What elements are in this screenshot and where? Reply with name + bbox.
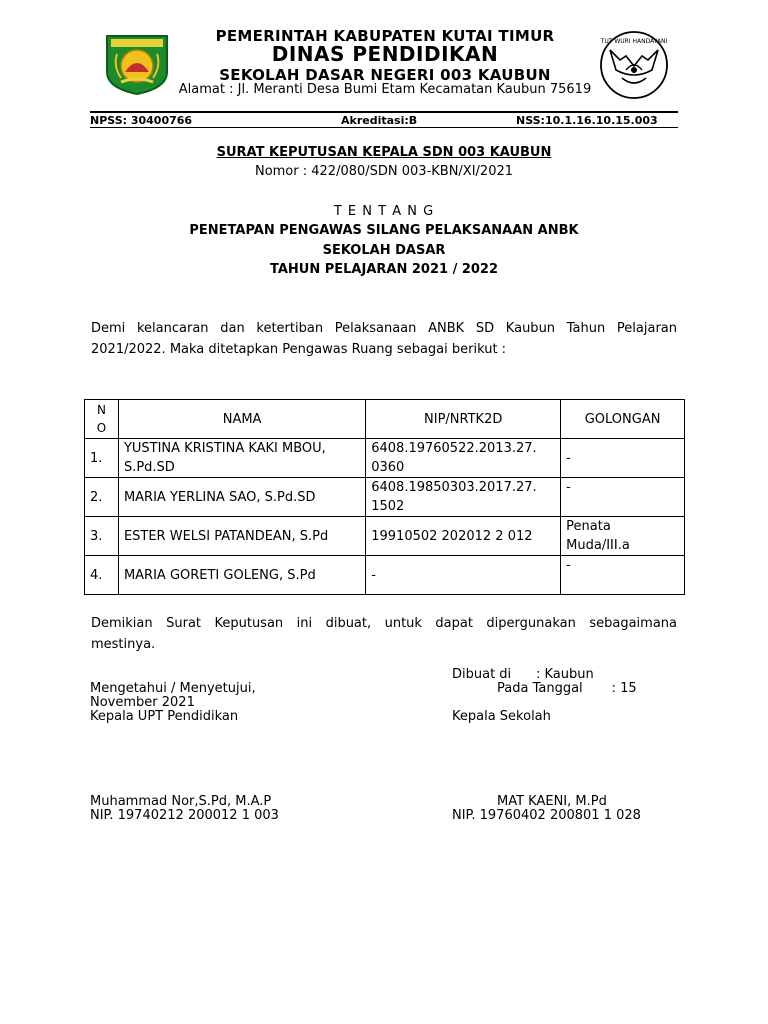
row-grade: - xyxy=(561,439,685,478)
closing-paragraph xyxy=(91,613,677,655)
row-nip: 6408.19760522.2013.27. 0360 xyxy=(366,439,561,478)
left-signatory-name: Muhammad Nor,S.Pd, M.A.P xyxy=(90,794,272,809)
made-in: Dibuat di : Kaubun xyxy=(452,667,594,682)
right-signatory-name: MAT KAENI, M.Pd xyxy=(497,794,607,809)
row-grade: - xyxy=(561,556,685,595)
intro-line-2: 2021/2022. Maka ditetapkan Pengawas Ruang sebagai berikut : xyxy=(91,342,507,357)
header-no: N O xyxy=(85,400,119,439)
table-row xyxy=(85,556,685,595)
school-address: Alamat : Jl. Meranti Desa Bumi Etam Kecamatan Kaubun 75619 xyxy=(178,82,592,97)
row-no: 2. xyxy=(85,478,119,517)
decree-title: SURAT KEPUTUSAN KEPALA SDN 003 KAUBUN xyxy=(216,145,552,160)
table-row xyxy=(85,439,685,478)
closing-line-1: Demikian Surat Keputusan ini dibuat, untuk dapat dipergunakan sebagaimana xyxy=(91,616,677,631)
decree-number: Nomor : 422/080/SDN 003-KBN/XI/2021 xyxy=(254,164,514,179)
department-name: DINAS PENDIDIKAN xyxy=(271,42,499,66)
intro-line-1: Demi kelancaran dan ketertiban Pelaksanaan ANBK SD Kaubun Tahun Pelajaran xyxy=(91,321,677,336)
table-row xyxy=(85,478,685,517)
nss-label: NSS:10.1.16.10.15.003 xyxy=(516,114,658,127)
row-no: 1. xyxy=(85,439,119,478)
supervisor-table xyxy=(84,399,685,595)
row-name: MARIA YERLINA SAO, S.Pd.SD xyxy=(118,478,365,517)
row-no: 3. xyxy=(85,517,119,556)
right-position: Kepala Sekolah xyxy=(452,709,551,724)
row-name: YUSTINA KRISTINA KAKI MBOU, S.Pd.SD xyxy=(118,439,365,478)
letterhead-rule-bottom xyxy=(90,127,678,128)
row-nip: - xyxy=(366,556,561,595)
subject-line-2: SEKOLAH DASAR xyxy=(322,243,446,258)
right-signatory-nip: NIP. 19760402 200801 1 028 xyxy=(452,808,641,823)
subject-line-3: TAHUN PELAJARAN 2021 / 2022 xyxy=(269,262,499,277)
row-name: ESTER WELSI PATANDEAN, S.Pd xyxy=(118,517,365,556)
header-grade: GOLONGAN xyxy=(561,400,685,439)
row-no: 4. xyxy=(85,556,119,595)
table-row xyxy=(85,517,685,556)
row-nip: 19910502 202012 2 012 xyxy=(366,517,561,556)
closing-line-2: mestinya. xyxy=(91,637,156,652)
letterhead-rule-top xyxy=(90,111,678,113)
npss-label: NPSS: 30400766 xyxy=(90,114,193,127)
row-name: MARIA GORETI GOLENG, S.Pd xyxy=(118,556,365,595)
subject-line-1: PENETAPAN PENGAWAS SILANG PELAKSANAAN ANBK xyxy=(189,223,579,238)
emblem-motto: TUT WURI HANDAYANI xyxy=(600,38,668,45)
header-name: NAMA xyxy=(118,400,365,439)
government-name: PEMERINTAH KABUPATEN KUTAI TIMUR xyxy=(215,27,555,45)
school-name: SEKOLAH DASAR NEGERI 003 KAUBUN xyxy=(219,66,551,84)
row-nip: 6408.19850303.2017.27. 1502 xyxy=(366,478,561,517)
header-nip: NIP/NRTK2D xyxy=(366,400,561,439)
row-grade: - xyxy=(561,478,685,517)
accreditation-label: Akreditasi:B xyxy=(341,114,418,127)
date-label: Pada Tanggal : 15 xyxy=(497,681,637,696)
intro-paragraph xyxy=(91,318,677,360)
about-label: T E N T A N G xyxy=(333,204,435,219)
left-position: Kepala UPT Pendidikan xyxy=(90,709,239,724)
date-continuation: November 2021 xyxy=(90,695,195,710)
left-signatory-nip: NIP. 19740212 200012 1 003 xyxy=(90,808,279,823)
table-header-row xyxy=(85,400,685,439)
acknowledged-label: Mengetahui / Menyetujui, xyxy=(90,681,256,696)
row-grade: Penata Muda/III.a xyxy=(561,517,685,556)
